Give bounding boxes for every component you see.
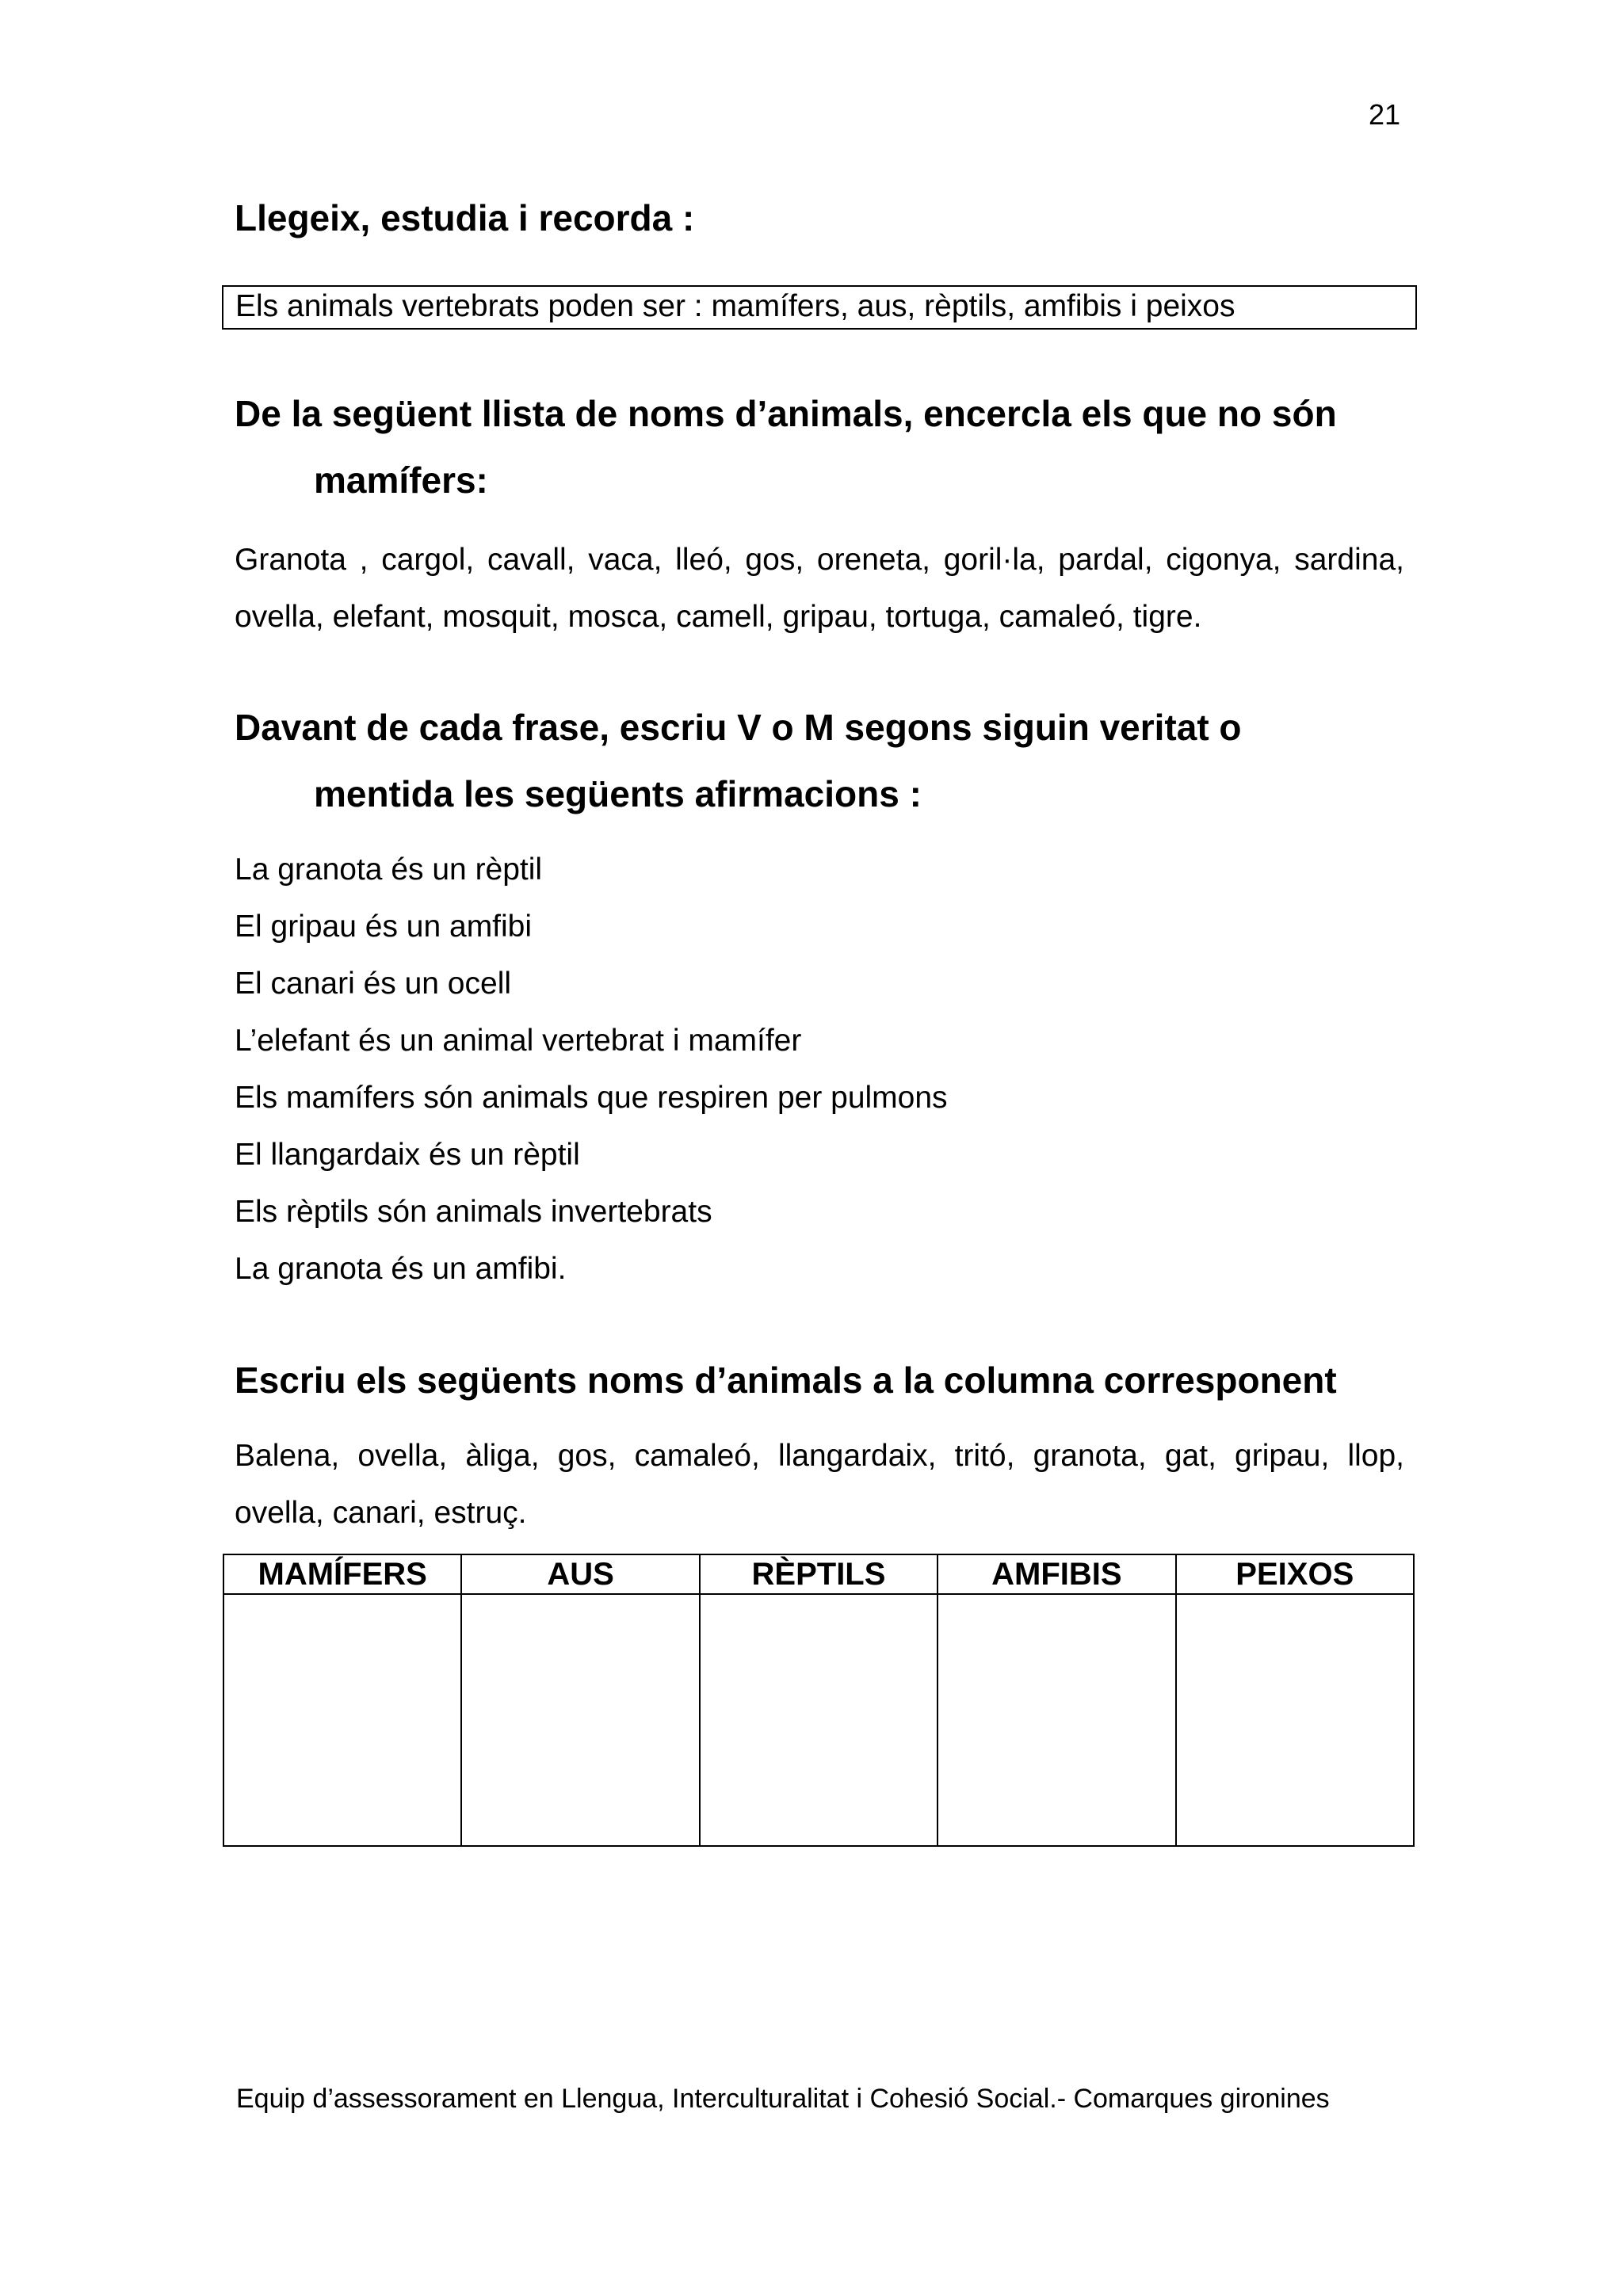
column-header-aus: AUS <box>461 1554 699 1594</box>
section1-heading: Llegeix, estudia i recorda : <box>235 197 695 238</box>
answer-cell-reptils[interactable] <box>700 1594 938 1846</box>
statement-item: Els rèptils són animals invertebrats <box>235 1195 712 1229</box>
page-number: 21 <box>1369 98 1401 131</box>
statement-item: El gripau és un amfibi <box>235 910 533 944</box>
section3-heading-line1: Davant de cada frase, escriu V o M segons siguin veritat o <box>235 707 1242 748</box>
statement-item: La granota és un rèptil <box>235 852 543 887</box>
answer-cell-amfibis[interactable] <box>938 1594 1175 1846</box>
statement-item: L’elefant és un animal vertebrat i mamífer <box>235 1024 802 1058</box>
section2-heading-line1: De la següent llista de noms d’animals, encercla els que no són <box>235 393 1337 434</box>
classification-animals-text: Balena, ovella, àliga, gos, camaleó, llangardaix, tritó, granota, gat, gripau, llop, ovella, canari, estruç. <box>235 1439 1404 1530</box>
answer-cell-aus[interactable] <box>461 1594 699 1846</box>
statement-item: La granota és un amfibi. <box>235 1252 567 1286</box>
column-header-peixos: PEIXOS <box>1176 1554 1414 1594</box>
table-answer-row <box>223 1594 1414 1846</box>
true-false-statements <box>235 841 948 1298</box>
vertebrates-info-box: Els animals vertebrats poden ser : mamífers, aus, rèptils, amfibis i peixos <box>222 285 1417 330</box>
section3-heading <box>235 694 1242 827</box>
classification-table <box>223 1554 1415 1847</box>
section3-heading-line2: mentida les següents afirmacions : <box>314 773 922 814</box>
animal-list-text: Granota , cargol, cavall, vaca, lleó, gos, oreneta, goril·la, pardal, cigonya, sardina, ovella, elefant, mosquit, mosca, camell, gripau, tortuga, camaleó, tigre. <box>235 543 1404 634</box>
column-header-reptils: RÈPTILS <box>700 1554 938 1594</box>
statement-item: Els mamífers són animals que respiren per pulmons <box>235 1081 948 1115</box>
section2-heading <box>235 380 1337 513</box>
column-header-mamifers: MAMÍFERS <box>223 1554 461 1594</box>
statement-item: El canari és un ocell <box>235 967 512 1001</box>
answer-cell-peixos[interactable] <box>1176 1594 1414 1846</box>
section4-heading: Escriu els següents noms d’animals a la columna corresponent <box>235 1360 1337 1401</box>
column-header-amfibis: AMFIBIS <box>938 1554 1175 1594</box>
footer-credit: Equip d’assessorament en Llengua, Interculturalitat i Cohesió Social.- Comarques gironines <box>236 2084 1330 2114</box>
section2-heading-line2: mamífers: <box>314 460 488 501</box>
table-header-row <box>223 1554 1414 1594</box>
statement-item: El llangardaix és un rèptil <box>235 1138 580 1172</box>
answer-cell-mamifers[interactable] <box>223 1594 461 1846</box>
